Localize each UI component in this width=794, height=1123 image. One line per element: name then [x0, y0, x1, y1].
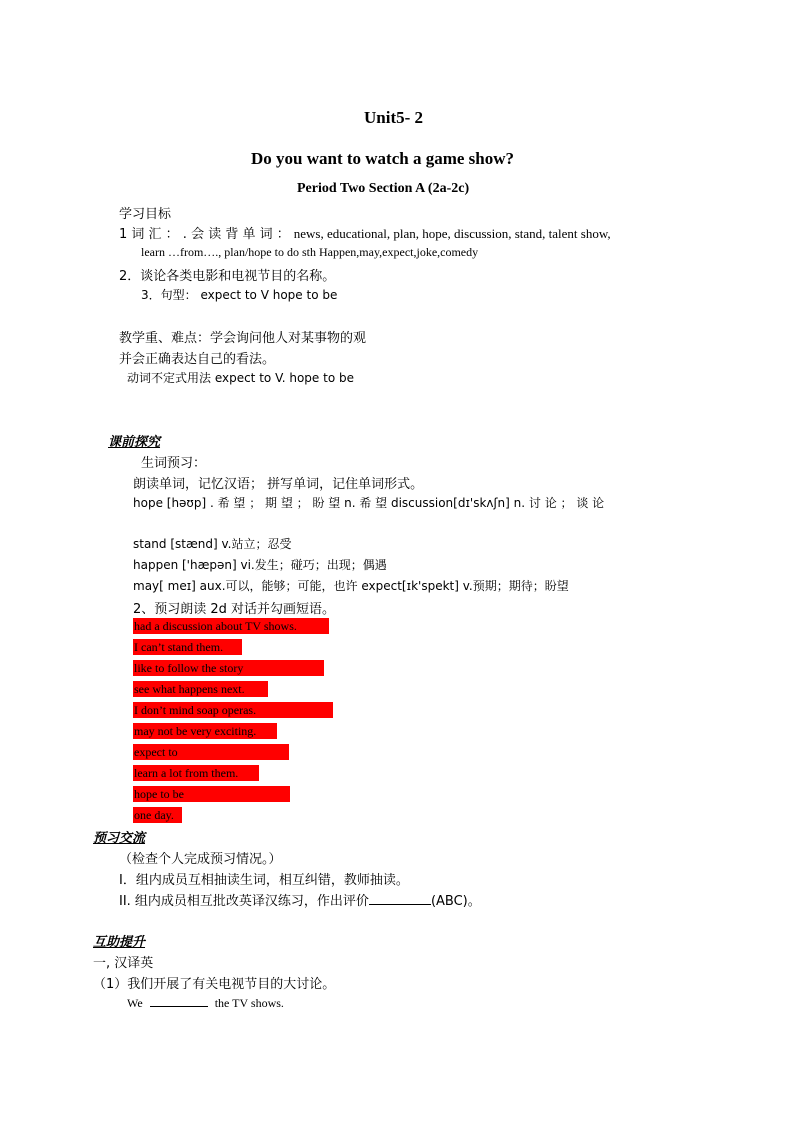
phrase-item: one day.	[133, 807, 182, 823]
phrase-item: may not be very exciting.	[133, 723, 277, 739]
lesson-title: Do you want to watch a game show?	[251, 149, 515, 168]
exchange-item2	[119, 890, 481, 909]
unit-title: Unit5- 2	[364, 108, 424, 127]
phrase-item: had a discussion about TV shows.	[133, 618, 329, 634]
phrase-item: learn a lot from them.	[133, 765, 259, 781]
objective-vocab-words: news, educational, plan, hope, discussion, stand, talent show,	[293, 226, 611, 241]
exchange-heading: 预习交流	[93, 831, 146, 846]
vocab-hope: hope [həʊp] . 希 望 ； 期 望 ； 盼 望 n. 希 望 discussion[dɪ'skʌʃn] n. 讨 论 ； 谈 论	[133, 496, 605, 510]
keypoints-line3: 动词不定式用法 expect to V. hope to be	[127, 371, 354, 385]
phrase-item: expect to	[133, 744, 289, 760]
objective-vocab-cont: learn …from…., plan/hope to do sth Happen,may,expect,joke,comedy	[141, 245, 479, 259]
phrase-item: I don’t mind soap operas.	[133, 702, 333, 718]
keypoints-line2: 并会正确表达自己的看法。	[119, 352, 276, 367]
dialog-instruction: 2、预习朗读 2d 对话并勾画短语。	[133, 602, 336, 617]
phrase-item: hope to be	[133, 786, 290, 802]
objectives-heading: 学习目标	[119, 207, 172, 222]
vocab-instruction: 朗读单词，记忆汉语； 拼写单词，记住单词形式。	[133, 477, 424, 492]
answer-line-1	[127, 994, 284, 1011]
period-title: Period Two Section A (2a-2c)	[297, 181, 470, 196]
rating-blank[interactable]	[369, 892, 431, 905]
phrase-item: I can’t stand them.	[133, 639, 242, 655]
exchange-item2-suffix: (ABC)。	[430, 894, 481, 909]
answer-blank[interactable]	[150, 994, 208, 1007]
vocab-happen: happen ['hæpən] vi.发生；碰巧；出现；偶遇	[133, 558, 387, 572]
answer-prefix: We	[127, 996, 143, 1010]
phrase-item: see what happens next.	[133, 681, 268, 697]
vocab-heading: 生词预习：	[141, 456, 207, 471]
improve-heading: 互助提升	[93, 935, 146, 950]
vocab-stand: stand [stænd] v.站立；忍受	[133, 537, 292, 551]
exchange-note: （检查个人完成预习情况。）	[119, 852, 282, 867]
preview-heading: 课前探究	[108, 435, 161, 450]
exchange-item2-text: II. 组内成员相互批改英译汉练习，作出评价	[119, 894, 369, 909]
exchange-item1: I．组内成员互相抽读生词，相互纠错，教师抽读。	[119, 873, 409, 888]
phrase-item: like to follow the story	[133, 660, 324, 676]
objective-talk: 2．谈论各类电影和电视节目的名称。	[119, 269, 336, 284]
part1-heading: 一, 汉译英	[93, 956, 154, 971]
objective-vocab-prefix: 1 词 汇 ： . 会 读 背 单 词 ：	[119, 227, 290, 242]
answer-suffix: the TV shows.	[214, 996, 284, 1010]
vocab-may: may[ meɪ] aux.可以，能够；可能，也许 expect[ɪk'spekt] v.预期；期待；盼望	[133, 579, 569, 593]
keypoints-line1: 教学重、难点：学会询问他人对某事物的观	[119, 331, 367, 346]
question-1: （1）我们开展了有关电视节目的大讨论。	[93, 977, 336, 992]
objective-vocab	[119, 223, 611, 243]
objective-pattern: 3．句型： expect to V hope to be	[141, 288, 338, 302]
